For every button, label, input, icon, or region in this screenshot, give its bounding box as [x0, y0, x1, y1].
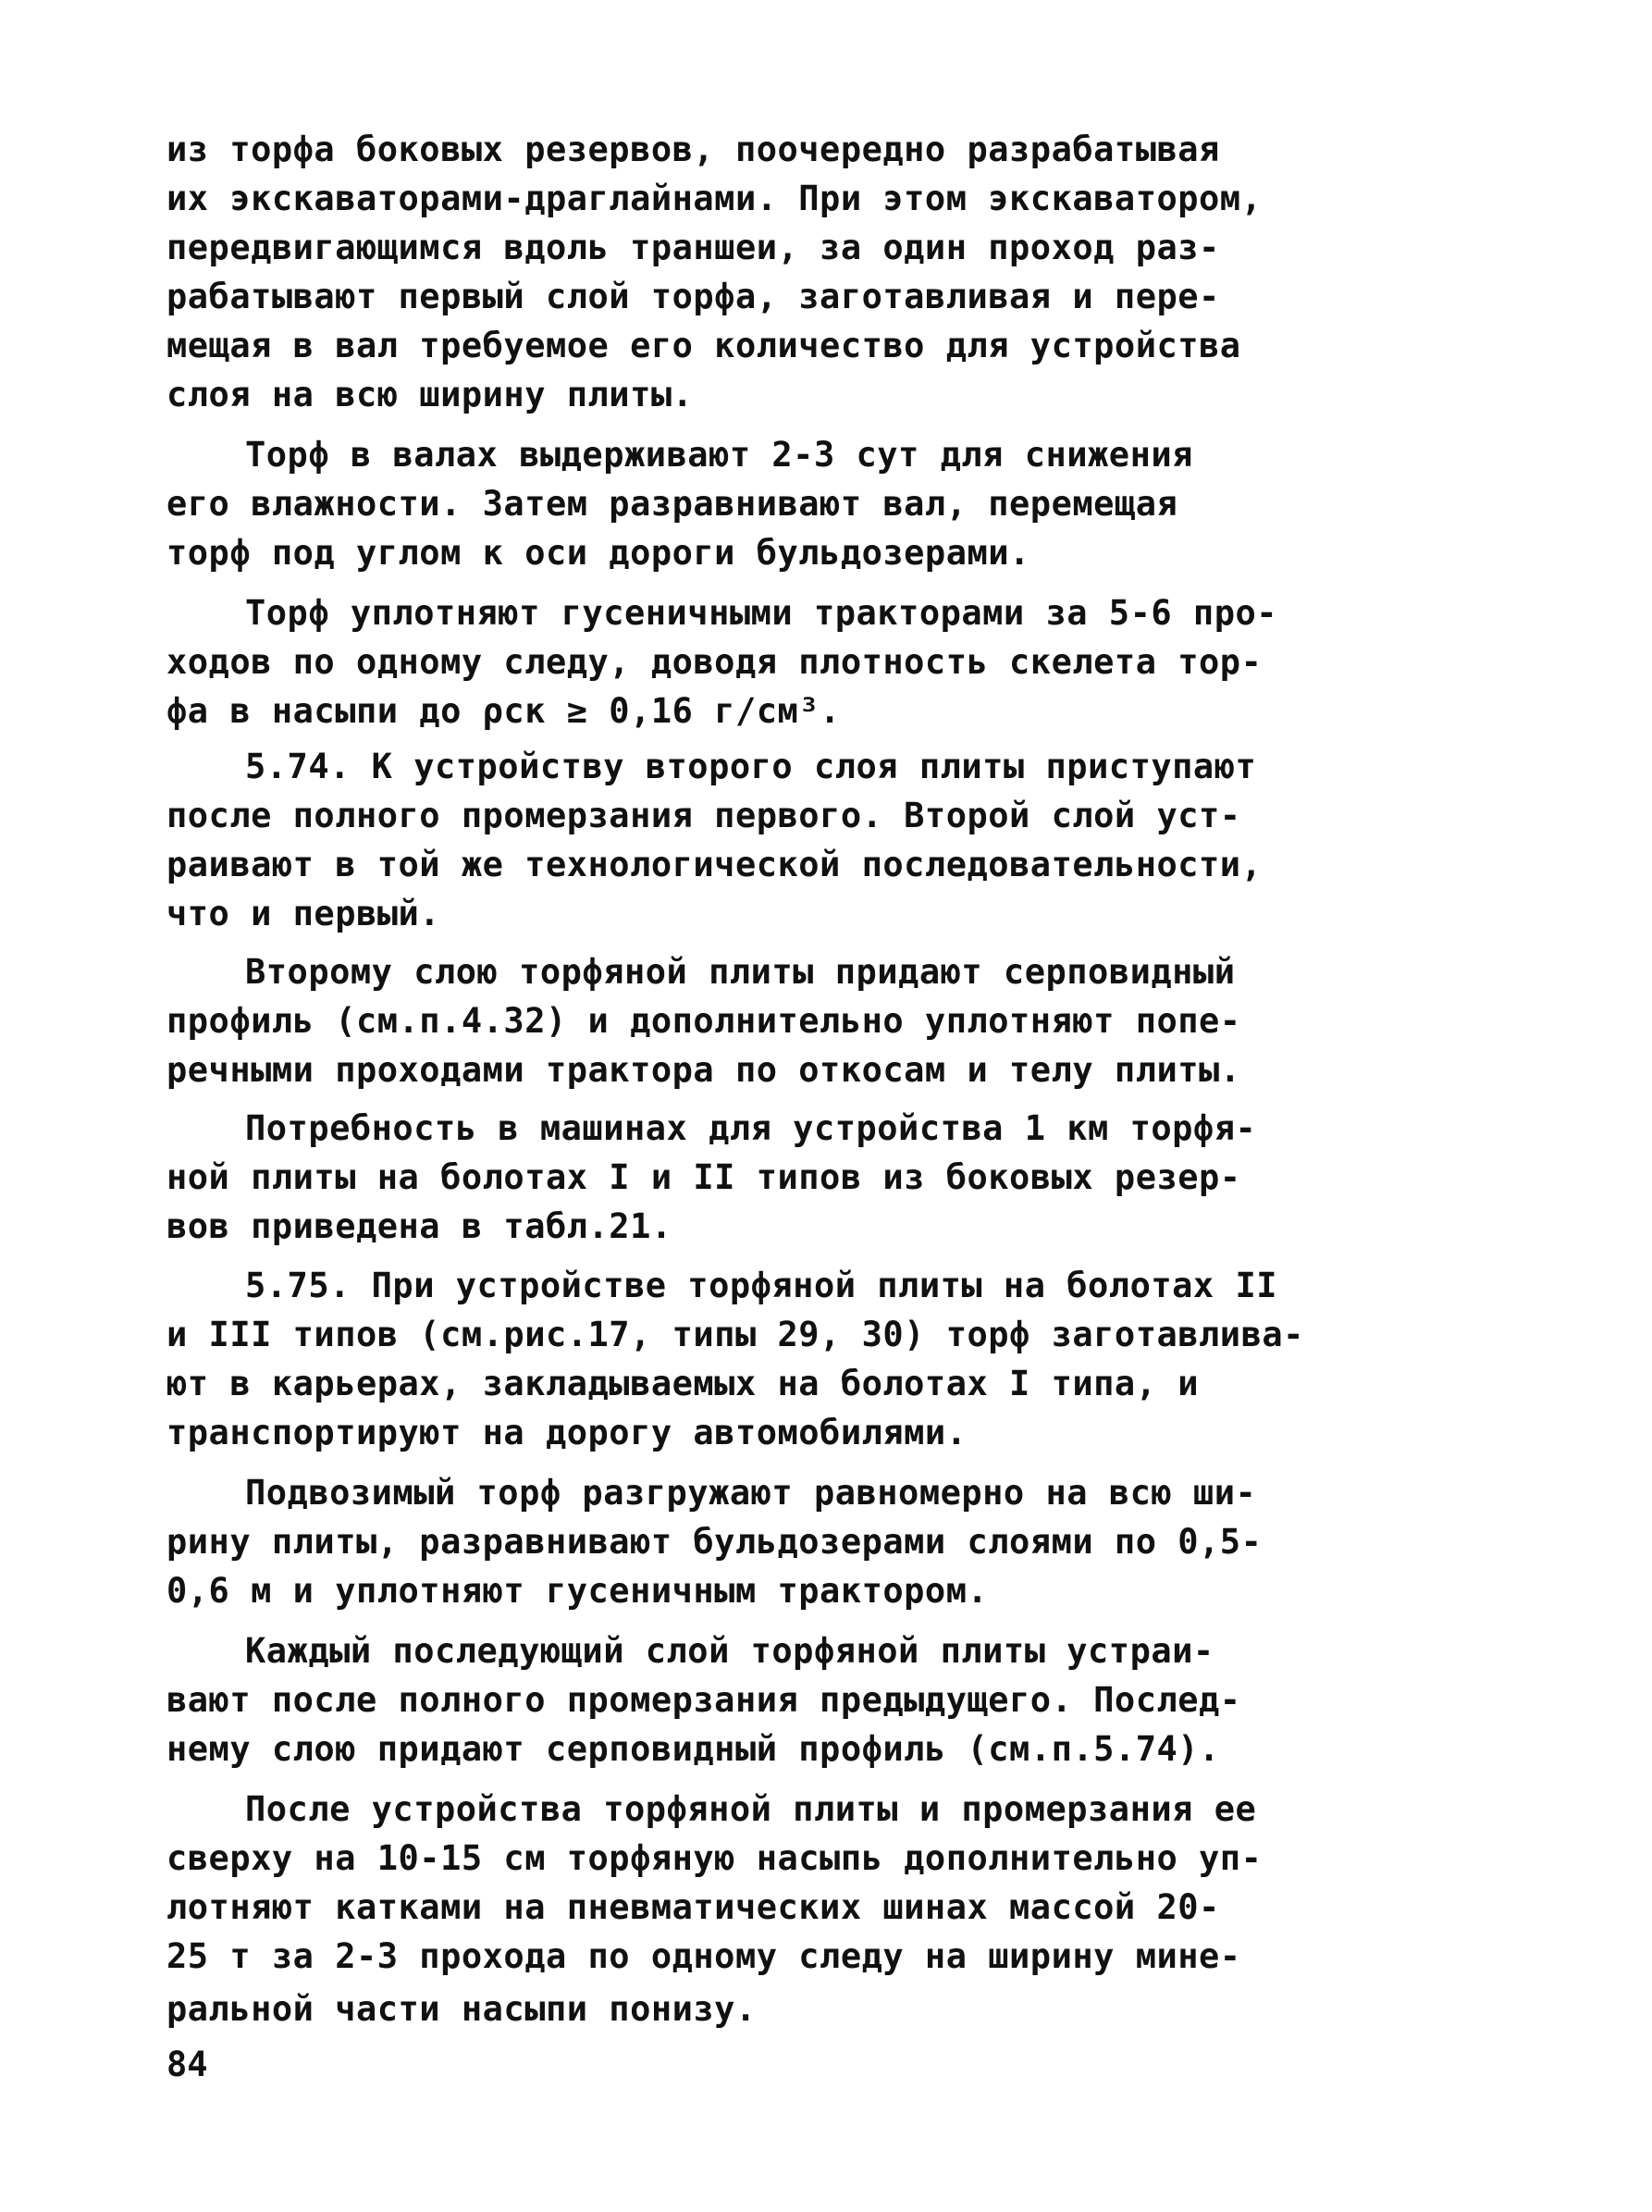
text-line: ют в карьерах, закладываемых на болотах I типа, и — [166, 1364, 1200, 1403]
text-line: их экскаваторами-драглайнами. При этом экскаватором, — [166, 179, 1263, 218]
text-line: Подвозимый торф разгружают равномерно на всю ши- — [245, 1473, 1257, 1513]
text-line: После устройства торфяной плиты и промерзания ее — [245, 1789, 1257, 1829]
text-line: Торф уплотняют гусеничными тракторами за 5-6 про- — [245, 593, 1278, 633]
text-line: Торф в валах выдерживают 2-3 сут для снижения — [245, 435, 1193, 475]
text-line: нему слою придают серповидный профиль (см.п.5.74). — [166, 1729, 1220, 1769]
text-line: и III типов (см.рис.17, типы 29, 30) торф заготавлива- — [166, 1315, 1304, 1354]
text-line: вов приведена в табл.21. — [166, 1206, 672, 1246]
text-line: из торфа боковых резервов, поочередно разрабатывая — [166, 130, 1220, 169]
text-line: Второму слою торфяной плиты придают серповидный — [245, 952, 1236, 992]
text-line: лотняют катками на пневматических шинах массой 20- — [166, 1887, 1220, 1927]
text-line: раивают в той же технологической последовательности, — [166, 845, 1263, 884]
text-line: его влажности. Затем разравнивают вал, перемещая — [166, 484, 1178, 524]
text-line: Каждый последующий слой торфяной плиты устраи- — [245, 1631, 1214, 1671]
text-line: речными проходами трактора по откосам и телу плиты. — [166, 1050, 1241, 1090]
text-line: передвигающимся вдоль траншеи, за один проход раз- — [166, 228, 1220, 267]
text-line: 25 т за 2-3 прохода по одному следу на ширину мине- — [166, 1936, 1241, 1976]
text-line: слоя на всю ширину плиты. — [166, 375, 694, 414]
text-line: мещая в вал требуемое его количество для устройства — [166, 326, 1241, 365]
text-line: ральной части насыпи понизу. — [166, 1989, 757, 2029]
text-line: рабатывают первый слой торфа, заготавливая и пере- — [166, 277, 1220, 316]
text-line: Потребность в машинах для устройства 1 км торфя- — [245, 1108, 1257, 1148]
text-line: 5.75. При устройстве торфяной плиты на болотах II — [245, 1266, 1278, 1305]
page-number: 84 — [166, 2045, 208, 2084]
text-line: торф под углом к оси дороги бульдозерами. — [166, 533, 1030, 573]
text-line: вают после полного промерзания предыдущего. Послед- — [166, 1680, 1241, 1720]
text-line: что и первый. — [166, 894, 441, 933]
text-line: транспортируют на дорогу автомобилями. — [166, 1413, 968, 1452]
text-line: после полного промерзания первого. Второй слой уст- — [166, 796, 1241, 835]
text-line: фа в насыпи до ρск ≥ 0,16 г/см³. — [166, 691, 841, 731]
text-line: рину плиты, разравнивают бульдозерами слоями по 0,5- — [166, 1522, 1263, 1562]
text-line: сверху на 10-15 см торфяную насыпь дополнительно уп- — [166, 1838, 1263, 1878]
text-line: 0,6 м и уплотняют гусеничным трактором. — [166, 1571, 989, 1611]
text-line: ной плиты на болотах I и II типов из боковых резер- — [166, 1157, 1241, 1197]
text-line: 5.74. К устройству второго слоя плиты приступают — [245, 747, 1257, 786]
text-line: ходов по одному следу, доводя плотность скелета тор- — [166, 642, 1263, 682]
text-line: профиль (см.п.4.32) и дополнительно уплотняют попе- — [166, 1001, 1241, 1041]
